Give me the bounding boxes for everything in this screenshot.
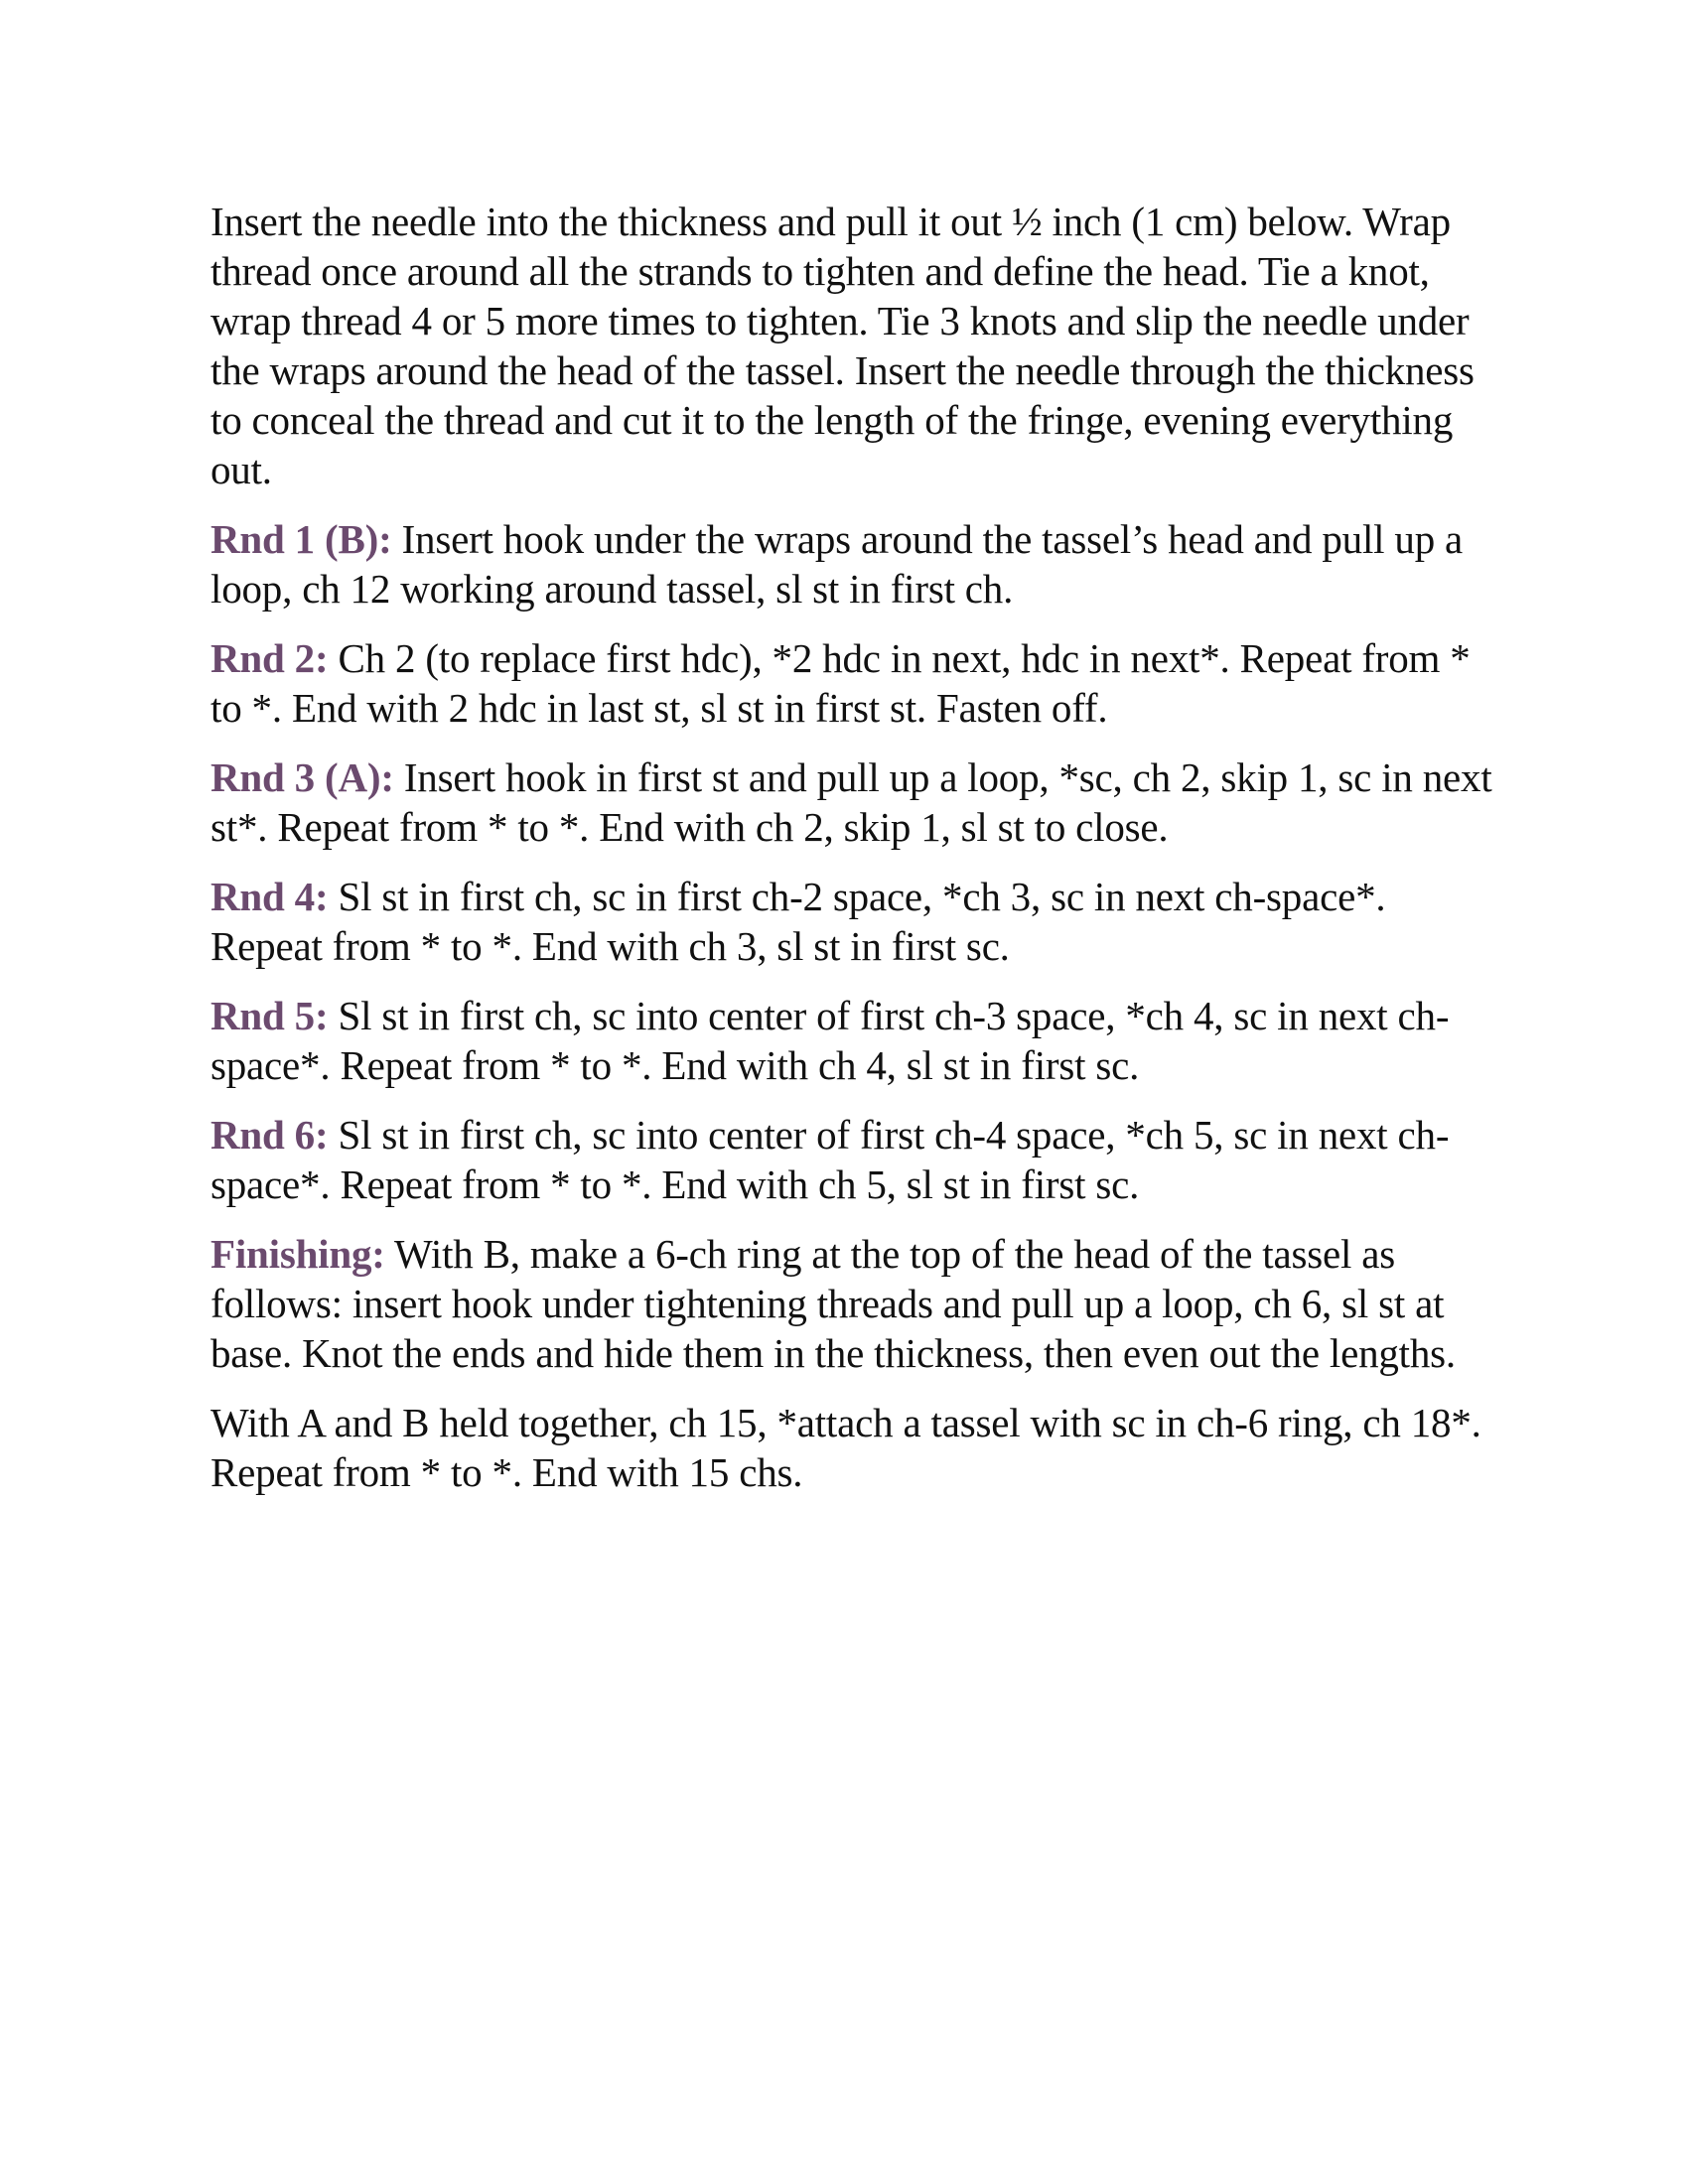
rnd-5-text: Sl st in first ch, sc into center of first ch-3 space, *ch 4, sc in next ch-space*. Repeat from * to *. End with ch 4, sl st in first sc. xyxy=(211,993,1450,1088)
paragraph-rnd-6 xyxy=(211,1110,1501,1209)
rnd-2-label: Rnd 2: xyxy=(211,635,329,681)
paragraph-rnd-4 xyxy=(211,872,1501,971)
rnd-4-text: Sl st in first ch, sc in first ch-2 space, *ch 3, sc in next ch-space*. Repeat from * to *. End with ch 3, sl st in first sc. xyxy=(211,874,1386,969)
assembly-text: With A and B held together, ch 15, *attach a tassel with sc in ch-6 ring, ch 18*. Repeat from * to *. End with 15 chs. xyxy=(211,1400,1481,1495)
rnd-6-text: Sl st in first ch, sc into center of first ch-4 space, *ch 5, sc in next ch-space*. Repeat from * to *. End with ch 5, sl st in first sc. xyxy=(211,1112,1450,1207)
paragraph-intro xyxy=(211,197,1501,494)
rnd-6-label: Rnd 6: xyxy=(211,1112,329,1158)
finishing-text: With B, make a 6-ch ring at the top of the head of the tassel as follows: insert hook under tightening threads and pull up a loop, ch 6, sl st at base. Knot the ends and hide them in the thickness, then even out the lengths. xyxy=(211,1231,1456,1376)
rnd-4-label: Rnd 4: xyxy=(211,874,329,919)
rnd-1-label: Rnd 1 (B): xyxy=(211,516,392,562)
rnd-2-text: Ch 2 (to replace first hdc), *2 hdc in next, hdc in next*. Repeat from * to *. End with 2 hdc in last st, sl st in first st. Fasten off. xyxy=(211,635,1471,731)
document-page xyxy=(211,197,1501,1517)
paragraph-rnd-5 xyxy=(211,991,1501,1090)
paragraph-rnd-3 xyxy=(211,752,1501,852)
rnd-1-text: Insert hook under the wraps around the tassel’s head and pull up a loop, ch 12 working around tassel, sl st in first ch. xyxy=(211,516,1464,612)
paragraph-rnd-2 xyxy=(211,633,1501,733)
paragraph-text: Insert the needle into the thickness and pull it out ½ inch (1 cm) below. Wrap thread once around all the strands to tighten and define the head. Tie a knot, wrap thread 4 or 5 more times to tighten. Tie 3 knots and slip the needle under the wraps around the head of the tassel. Insert the needle through the thickness to conceal the thread and cut it to the length of the fringe, evening everything out. xyxy=(211,199,1475,492)
paragraph-assembly xyxy=(211,1398,1501,1497)
rnd-5-label: Rnd 5: xyxy=(211,993,329,1038)
finishing-label: Finishing: xyxy=(211,1231,385,1277)
paragraph-finishing xyxy=(211,1229,1501,1378)
rnd-3-label: Rnd 3 (A): xyxy=(211,754,394,800)
rnd-3-text: Insert hook in first st and pull up a loop, *sc, ch 2, skip 1, sc in next st*. Repeat from * to *. End with ch 2, skip 1, sl st to close. xyxy=(211,754,1492,850)
paragraph-rnd-1 xyxy=(211,514,1501,614)
